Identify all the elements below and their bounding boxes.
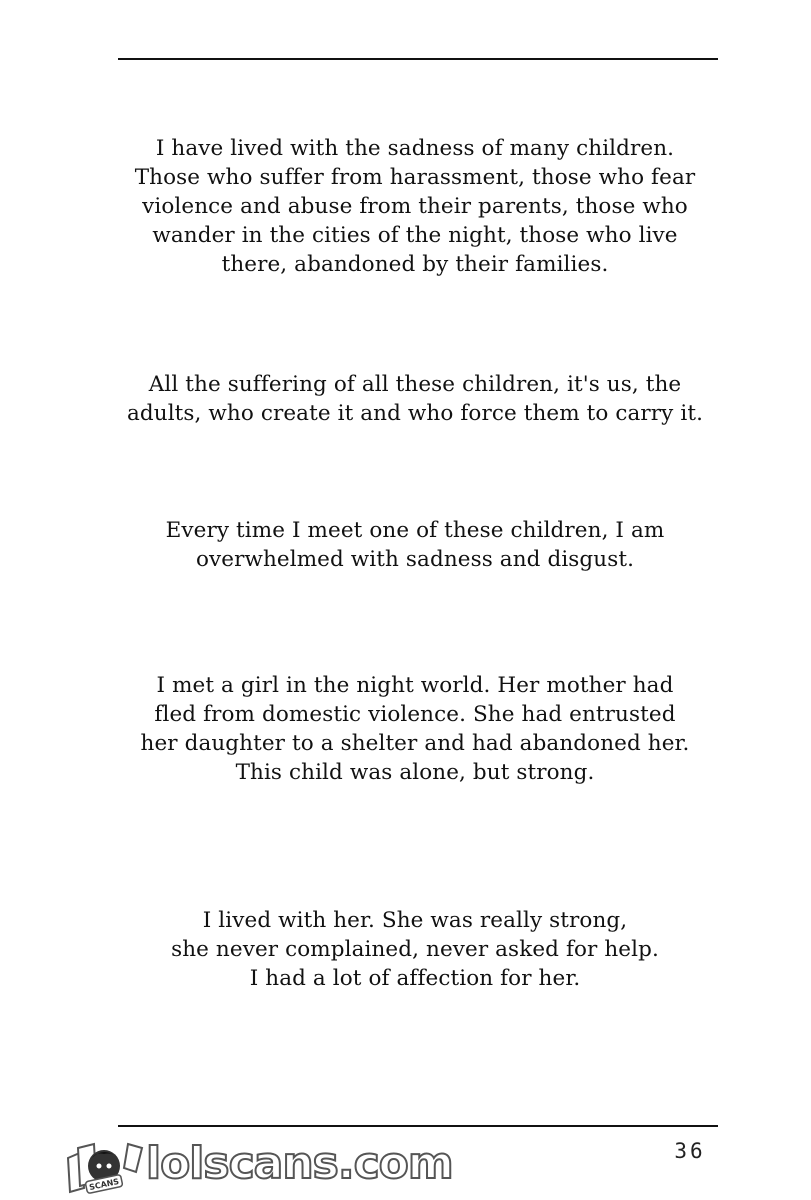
text-line: there, abandoned by their families. (221, 252, 609, 277)
bottom-rule (118, 1125, 718, 1127)
watermark-badge: SCANS (88, 1176, 120, 1193)
text-line: Every time I meet one of these children, I am (165, 518, 665, 543)
text-line: wander in the cities of the night, those who live (152, 223, 678, 248)
top-rule (118, 58, 718, 60)
text-line: overwhelmed with sadness and disgust. (195, 547, 635, 572)
paragraph-4 (100, 671, 730, 787)
watermark-mascot-icon (64, 1138, 144, 1194)
text-line: I met a girl in the night world. Her mother had (156, 673, 674, 698)
watermark-logo (64, 1136, 464, 1196)
paragraph-1 (100, 134, 730, 279)
text-line: fled from domestic violence. She had entrusted (154, 702, 676, 727)
paragraph-5 (100, 906, 730, 993)
text-line: All the suffering of all these children, it's us, the (148, 372, 682, 397)
page-number: 36 (674, 1139, 706, 1163)
text-line: adults, who create it and who force them to carry it. (126, 401, 704, 426)
text-line: I have lived with the sadness of many children. (155, 136, 675, 161)
text-line: This child was alone, but strong. (235, 760, 595, 785)
text-line: violence and abuse from their parents, those who (142, 194, 688, 219)
paragraph-3 (100, 516, 730, 574)
watermark-text: lolscans.com (146, 1138, 453, 1189)
text-line: her daughter to a shelter and had abandoned her. (140, 731, 690, 756)
text-line: I lived with her. She was really strong, (202, 908, 628, 933)
text-line: I had a lot of affection for her. (249, 966, 581, 991)
paragraph-2 (100, 370, 730, 428)
text-line: Those who suffer from harassment, those who fear (134, 165, 696, 190)
text-line: she never complained, never asked for help. (171, 937, 659, 962)
